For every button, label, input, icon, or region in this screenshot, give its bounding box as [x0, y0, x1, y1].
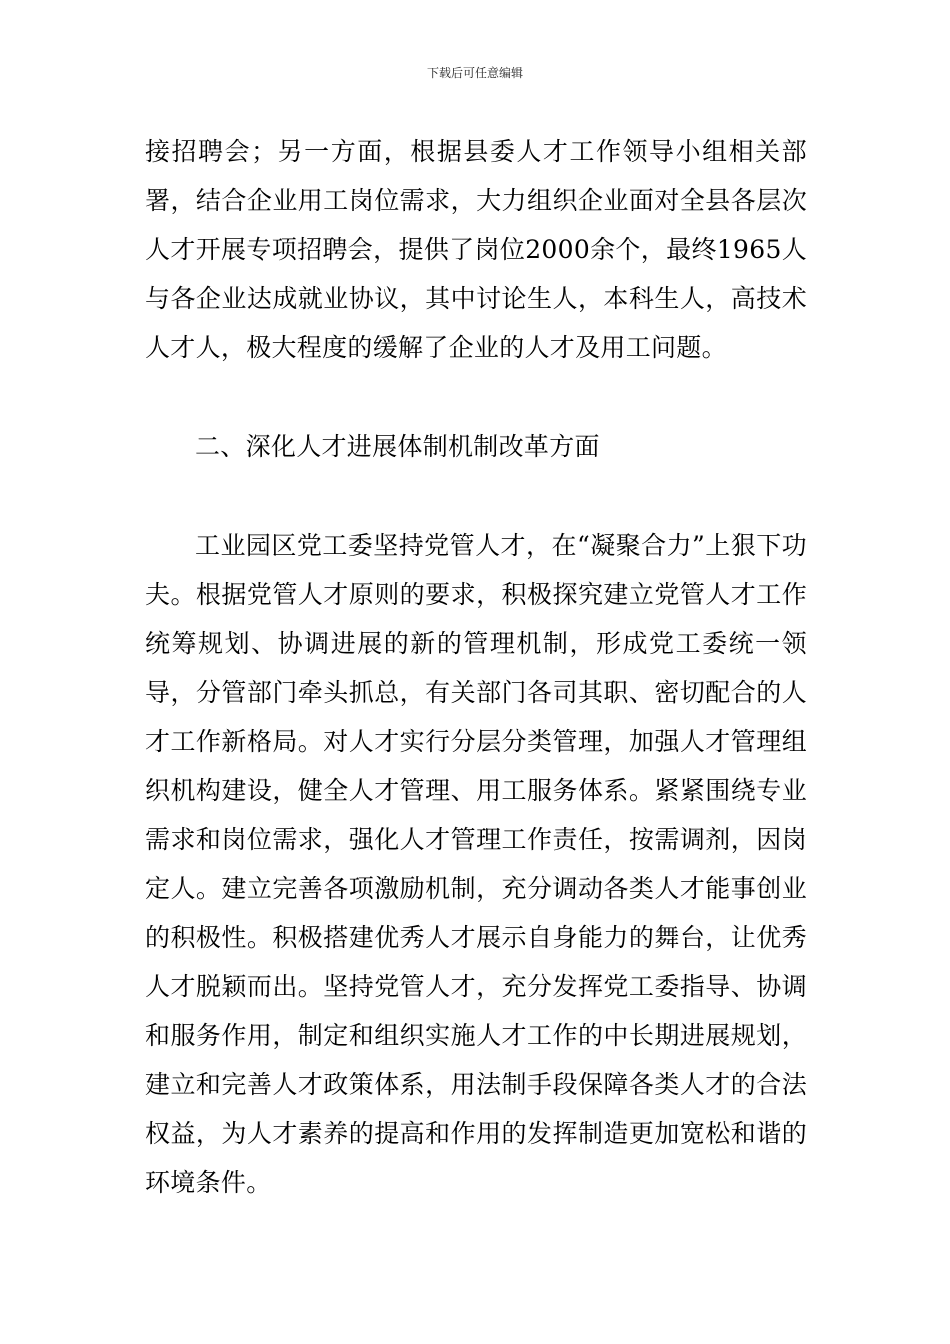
page-header: 下载后可任意编辑: [426, 66, 523, 80]
paragraph-gap: [145, 372, 807, 422]
paragraph-talent-management: 工业园区党工委坚持党管人才，在“凝聚合力”上狠下功夫。根据党管人才原则的要求，积极探究建立党管人才工作统筹规划、协调进展的新的管理机制，形成党工委统一领导，分管部门牵头抓总，有关部门各司其职、密切配合的人才工作新格局。对人才实行分层分类管理，加强人才管理组织机构建设，健全人才管理、用工服务体系。紧紧围绕专业需求和岗位需求，强化人才管理工作责任，按需调剂，因岗定人。建立完善各项激励机制，充分调动各类人才能事创业的积极性。积极搭建优秀人才展示自身能力的舞台，让优秀人才脱颖而出。坚持党管人才，充分发挥党工委指导、协调和服务作用，制定和组织实施人才工作的中长期进展规划，建立和完善人才政策体系，用法制手段保障各类人才的合法权益，为人才素养的提高和作用的发挥制造更加宽松和谐的环境条件。: [145, 531, 807, 1197]
paragraph-recruitment: 接招聘会；另一方面，根据县委人才工作领导小组相关部署，结合企业用工岗位需求，大力组织企业面对全县各层次人才开展专项招聘会，提供了岗位2000余个，最终1965人与各企业达成就业协议，其中讨论生人，本科生人，高技术人才人，极大程度的缓解了企业的人才及用工问题。: [145, 137, 807, 362]
section-heading: 二、深化人才进展体制机制改革方面: [195, 432, 600, 461]
paragraph-gap: [145, 471, 807, 521]
document-body: [145, 127, 807, 1207]
